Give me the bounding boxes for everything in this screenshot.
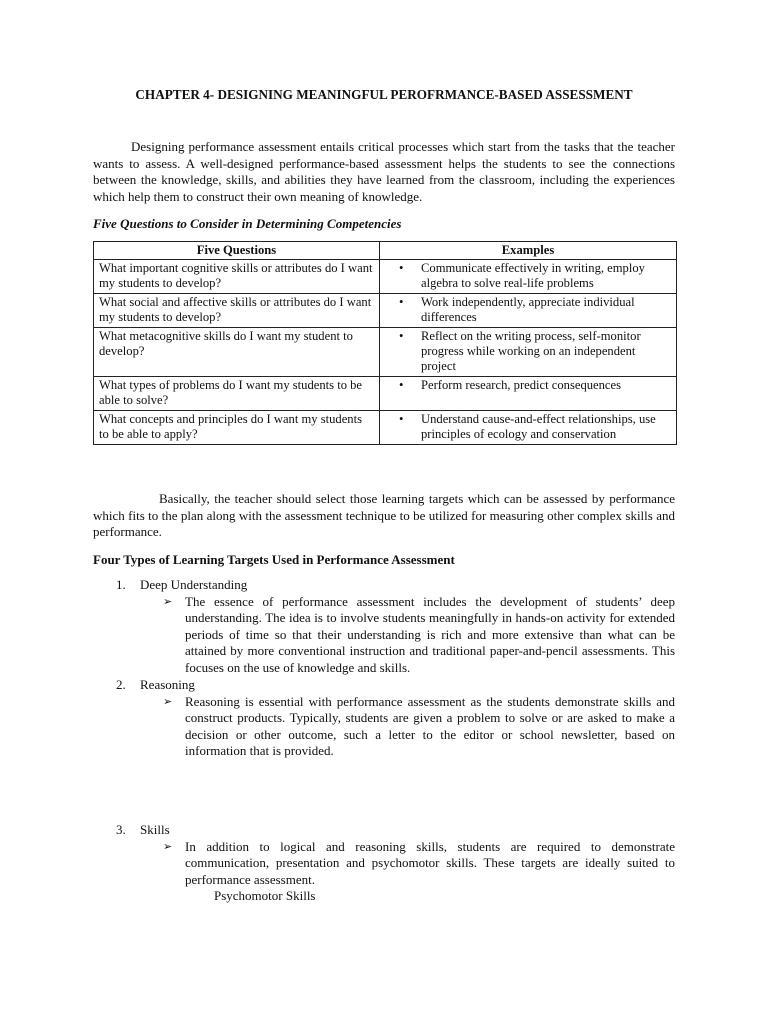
bullet-icon: •: [399, 329, 404, 343]
table-row: [94, 260, 677, 294]
example-cell: [380, 294, 677, 328]
competencies-table: [93, 241, 677, 445]
question-cell: What social and affective skills or attributes do I want my students to develop?: [94, 294, 380, 328]
example-cell: [380, 411, 677, 445]
arrow-bullet-icon: ➢: [163, 695, 173, 708]
chapter-title: CHAPTER 4- DESIGNING MEANINGFUL PEROFRMANCE-BASED ASSESSMENT: [135, 87, 633, 102]
four-types-heading: Four Types of Learning Targets Used in Performance Assessment: [93, 552, 455, 567]
target-description: The essence of performance assessment includes the development of students’ deep understanding. The idea is to involve students meaningfully in hands-on activity for extended periods of time so that their understanding is rich and more extensive than what can be attained by more conventional instruction and traditional paper-and-pencil assessments. This focuses on the use of knowledge and skills.: [185, 593, 675, 675]
target-description: In addition to logical and reasoning skills, students are required to demonstrate communication, presentation and psychomotor skills. These targets are ideally suited to performance assessment.: [185, 838, 675, 887]
target-number: 1.: [116, 577, 126, 592]
target-title: Reasoning: [140, 677, 195, 692]
header-five-questions: Five Questions: [94, 242, 380, 260]
learning-target-deep-understanding: [93, 577, 675, 676]
example-cell: [380, 260, 677, 294]
question-cell: What metacognitive skills do I want my student to develop?: [94, 328, 380, 377]
example-text: Work independently, appreciate individual differences: [421, 295, 635, 324]
question-cell: What important cognitive skills or attributes do I want my students to develop?: [94, 260, 380, 294]
target-description: Reasoning is essential with performance assessment as the students demonstrate skills and construct products. Typically, students are given a problem to solve or are asked to make a decision or other outcome, such a letter to the editor or school newsletter, based on information that is provided.: [185, 693, 675, 758]
learning-target-reasoning: [93, 677, 675, 760]
header-examples: Examples: [380, 242, 677, 260]
target-title: Deep Understanding: [140, 577, 248, 592]
arrow-bullet-icon: ➢: [163, 595, 173, 608]
intro-paragraph: Designing performance assessment entails critical processes which start from the tasks that the teacher wants to assess. A well-designed performance-based assessment helps the students to see the connections between the knowledge, skills, and abilities they have learned from the classroom, including the experiences which help them to construct their own meaning of knowledge.: [93, 139, 675, 204]
question-cell: What concepts and principles do I want my students to be able to apply?: [94, 411, 380, 445]
target-number: 3.: [116, 822, 126, 837]
question-cell: What types of problems do I want my students to be able to solve?: [94, 377, 380, 411]
table-header-row: [94, 242, 677, 260]
example-cell: [380, 328, 677, 377]
bullet-icon: •: [399, 378, 404, 392]
bullet-icon: •: [399, 295, 404, 309]
example-cell: [380, 377, 677, 411]
example-text: Understand cause-and-effect relationships, use principles of ecology and conservation: [421, 412, 656, 441]
five-questions-heading: Five Questions to Consider in Determining Competencies: [93, 216, 402, 231]
psychomotor-skills-subheading: Psychomotor Skills: [214, 888, 316, 903]
table-row: [94, 328, 677, 377]
example-text: Communicate effectively in writing, employ algebra to solve real-life problems: [421, 261, 645, 290]
learning-target-skills: [93, 822, 675, 905]
target-number: 2.: [116, 677, 126, 692]
example-text: Reflect on the writing process, self-monitor progress while working on an independent project: [421, 329, 641, 373]
arrow-bullet-icon: ➢: [163, 840, 173, 853]
table-row: [94, 411, 677, 445]
target-title: Skills: [140, 822, 170, 837]
bullet-icon: •: [399, 261, 404, 275]
basically-paragraph: Basically, the teacher should select those learning targets which can be assessed by performance which fits to the plan along with the assessment technique to be utilized for measuring other complex skills and performance.: [93, 491, 675, 539]
example-text: Perform research, predict consequences: [421, 378, 622, 392]
table-row: [94, 377, 677, 411]
bullet-icon: •: [399, 412, 404, 426]
table-row: [94, 294, 677, 328]
